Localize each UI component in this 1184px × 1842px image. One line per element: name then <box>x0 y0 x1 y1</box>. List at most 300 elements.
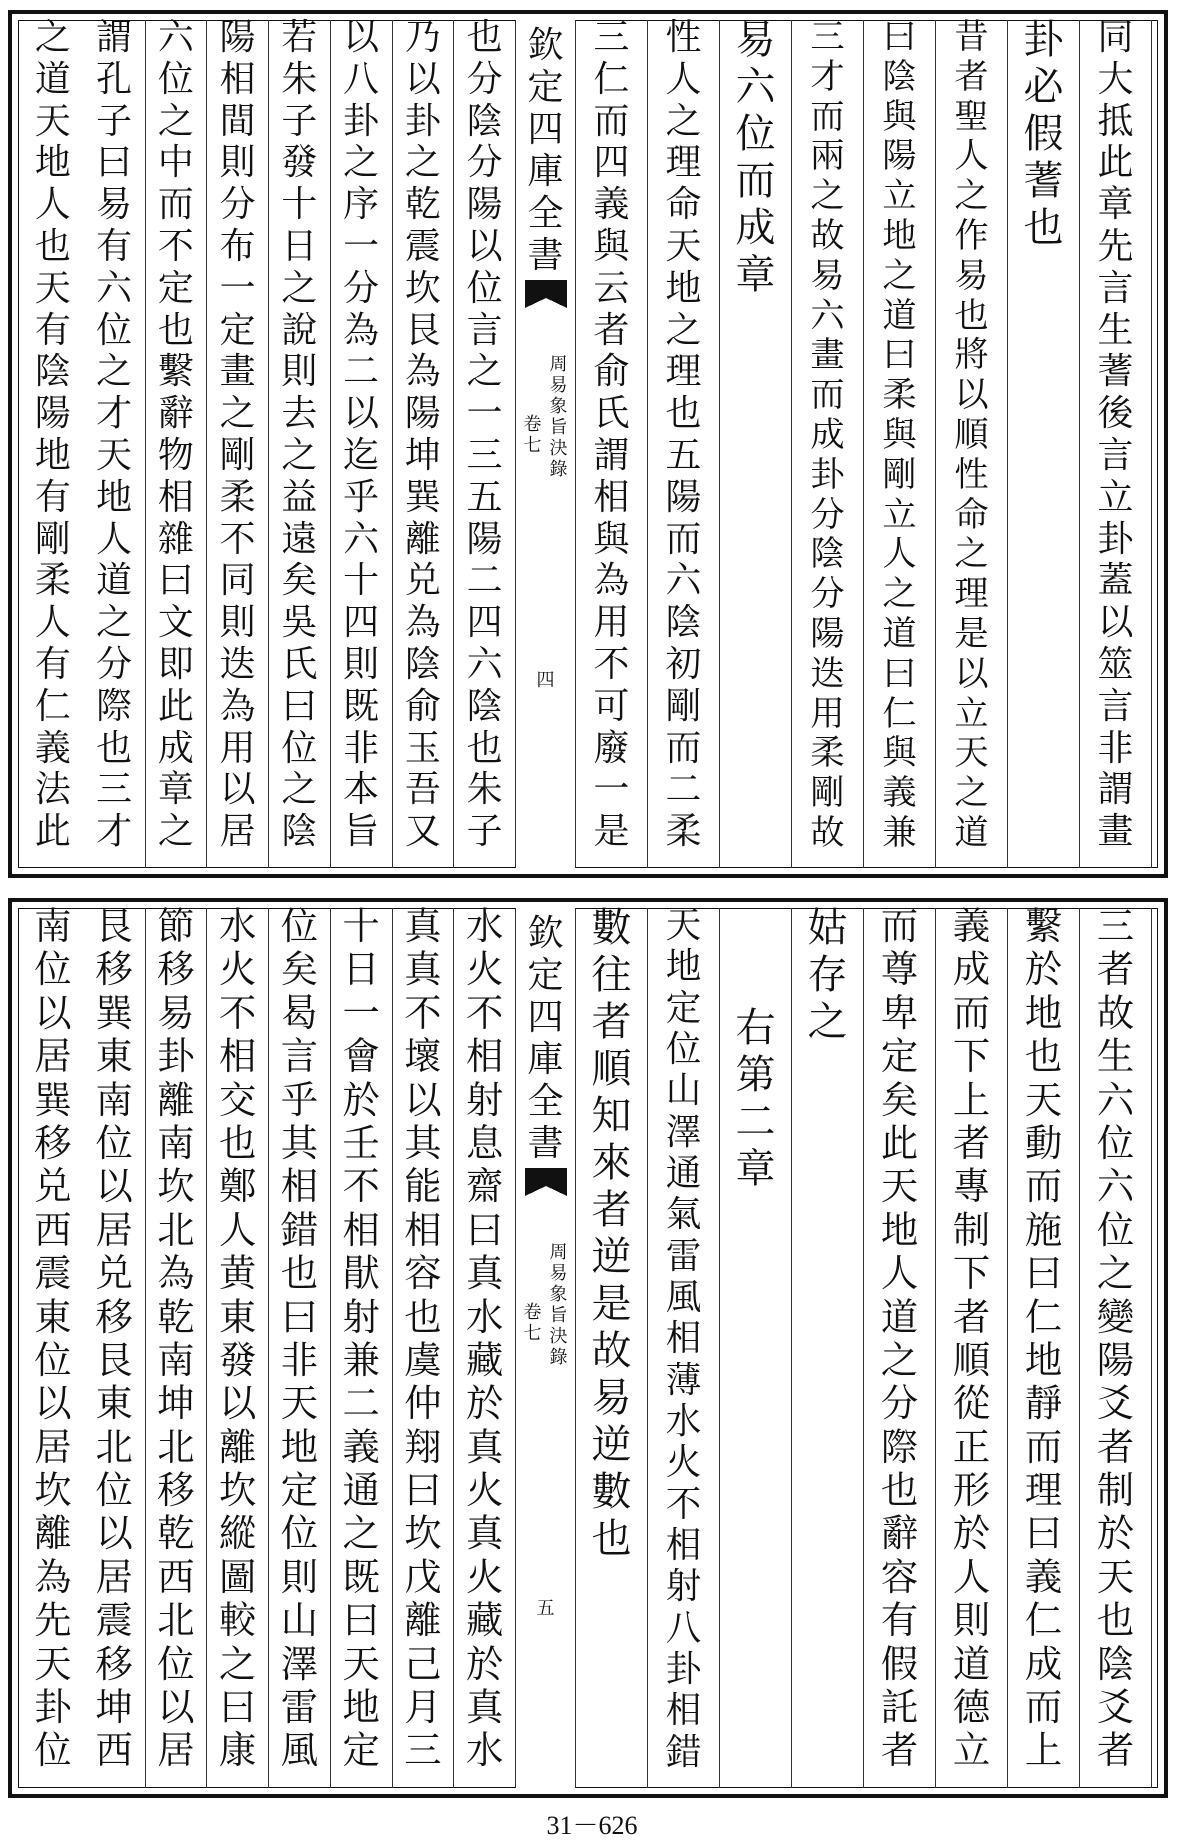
glyph: 壞 <box>404 1034 442 1079</box>
glyph: 相 <box>665 1524 702 1566</box>
glyph: 天 <box>954 733 989 774</box>
glyph: 柔 <box>665 811 702 853</box>
glyph: 也 <box>954 295 989 336</box>
glyph: 命 <box>665 184 702 226</box>
column-text <box>461 904 509 1776</box>
glyph: 卷 <box>523 1302 542 1323</box>
banner-title-block <box>522 350 570 480</box>
glyph: 天 <box>880 1164 919 1209</box>
glyph: 故 <box>810 215 845 256</box>
glyph: 天 <box>665 225 702 267</box>
glyph: 天 <box>342 1641 380 1686</box>
glyph: 水 <box>465 1728 504 1773</box>
glyph: 震 <box>95 1598 133 1643</box>
glyph: 三 <box>96 769 133 811</box>
glyph: 康 <box>218 1728 257 1773</box>
glyph: 同 <box>219 560 256 602</box>
glyph: 天 <box>34 267 71 309</box>
glyph: 之 <box>218 1641 257 1686</box>
text-column <box>1080 904 1152 1788</box>
glyph: 言 <box>280 1034 319 1079</box>
glyph: 較 <box>218 1598 257 1643</box>
glyph: 虞 <box>404 1337 442 1382</box>
glyph: 之 <box>96 602 133 644</box>
glyph: 分 <box>466 58 503 100</box>
glyph: 則 <box>952 1598 991 1643</box>
glyph: 坎 <box>34 1468 72 1513</box>
glyph: 猒 <box>342 1251 380 1296</box>
glyph: 曰 <box>465 1207 504 1252</box>
glyph: 曰 <box>280 1294 319 1339</box>
text-column <box>269 904 331 1788</box>
glyph: 真 <box>465 1424 504 1469</box>
glyph: 移 <box>95 1294 133 1339</box>
glyph: 旨 <box>549 417 568 438</box>
text-column <box>1008 904 1080 1788</box>
glyph: 也 <box>96 727 133 769</box>
glyph: 云 <box>593 267 630 309</box>
glyph: 立 <box>1097 476 1134 518</box>
glyph: 火 <box>465 947 504 992</box>
glyph: 之 <box>34 17 71 58</box>
glyph: 來 <box>591 1140 632 1186</box>
glyph: 此 <box>34 811 71 853</box>
glyph: 之 <box>665 309 702 351</box>
glyph: 東 <box>34 1294 72 1339</box>
glyph: 即 <box>157 643 194 685</box>
glyph: 齋 <box>465 1164 504 1209</box>
glyph: 天 <box>665 905 702 946</box>
glyph: 坤 <box>95 1685 133 1730</box>
text-column <box>84 17 146 868</box>
glyph: 地 <box>880 1207 919 1252</box>
glyph: 專 <box>952 1164 991 1209</box>
glyph: 象 <box>549 396 568 417</box>
glyph: 水 <box>218 904 257 948</box>
glyph: 也 <box>1023 205 1064 251</box>
text-column <box>207 904 269 1788</box>
column-text <box>399 17 447 856</box>
upper-page-frame <box>8 10 1168 878</box>
glyph: 大 <box>1097 58 1134 100</box>
column-text <box>1092 17 1140 856</box>
glyph: 陽 <box>466 518 503 560</box>
glyph: 居 <box>34 1424 72 1469</box>
glyph: 卦 <box>34 1685 72 1730</box>
glyph: 天 <box>34 1641 72 1686</box>
glyph: 辭 <box>157 393 194 435</box>
glyph: 而 <box>593 100 630 142</box>
column-text <box>1020 17 1068 255</box>
column-text <box>948 17 996 856</box>
glyph: 物 <box>157 434 194 476</box>
glyph: 鄭 <box>218 1164 257 1209</box>
glyph: 非 <box>1097 727 1134 769</box>
glyph: 一 <box>219 267 256 309</box>
glyph: 四 <box>343 602 380 644</box>
glyph: 際 <box>96 685 133 727</box>
column-text <box>588 905 636 1566</box>
column-text <box>948 904 996 1776</box>
glyph: 剛 <box>665 685 702 727</box>
glyph: 數 <box>591 905 632 951</box>
glyph: 旨 <box>343 811 380 853</box>
glyph: 東 <box>218 1294 257 1339</box>
glyph: 變 <box>1096 1294 1135 1339</box>
column-text <box>732 1005 780 1196</box>
glyph: 者 <box>1096 1424 1135 1469</box>
glyph: 錄 <box>549 459 568 480</box>
text-column <box>792 905 864 1788</box>
glyph: 六 <box>96 267 133 309</box>
glyph: 相 <box>219 58 256 100</box>
glyph: 容 <box>404 1251 442 1296</box>
glyph: 之 <box>1096 1251 1135 1296</box>
glyph: 乾 <box>157 1511 195 1556</box>
glyph: 蓋 <box>1097 560 1134 602</box>
glyph: 相 <box>593 476 630 518</box>
glyph: 己 <box>404 1641 442 1686</box>
glyph: 兑 <box>34 1164 72 1209</box>
glyph: 辭 <box>880 1511 919 1556</box>
glyph: 陽 <box>1096 1337 1135 1382</box>
glyph: 移 <box>95 1641 133 1686</box>
glyph: 天 <box>34 100 71 142</box>
glyph: 位 <box>281 727 318 769</box>
glyph: 以 <box>466 225 503 267</box>
glyph: 陽 <box>810 613 845 654</box>
glyph: 曰 <box>1024 1511 1063 1556</box>
glyph: 德 <box>952 1685 991 1730</box>
glyph: 之 <box>343 142 380 184</box>
column-text <box>275 904 323 1776</box>
glyph: 將 <box>954 335 989 376</box>
glyph: 四 <box>466 602 503 644</box>
glyph: 兑 <box>95 1251 133 1296</box>
glyph: 曰 <box>218 1685 257 1730</box>
glyph: 昔 <box>954 17 989 57</box>
glyph: 同 <box>1097 17 1134 58</box>
glyph: 射 <box>342 1294 380 1339</box>
glyph: 地 <box>34 434 71 476</box>
column-text <box>152 17 200 856</box>
glyph: 六 <box>810 295 845 336</box>
glyph: 地 <box>1024 1337 1063 1382</box>
glyph: 俞 <box>593 351 630 393</box>
glyph: 間 <box>219 100 256 142</box>
glyph: 朱 <box>281 58 318 100</box>
glyph: 相 <box>404 1207 442 1252</box>
glyph: 以 <box>1097 602 1134 644</box>
glyph: 而 <box>665 727 702 769</box>
glyph: 能 <box>404 1164 442 1209</box>
glyph: 艮 <box>95 904 133 948</box>
glyph: 託 <box>880 1685 919 1730</box>
glyph: 聖 <box>954 96 989 137</box>
glyph: 卦 <box>810 454 845 495</box>
text-column <box>454 904 516 1788</box>
glyph: 庫 <box>527 151 564 192</box>
glyph: 交 <box>218 1077 257 1122</box>
glyph: 剛 <box>882 454 917 495</box>
glyph: 者 <box>954 56 989 97</box>
glyph: 雷 <box>280 1685 319 1730</box>
banner-title-block <box>522 1238 570 1368</box>
glyph: 五 <box>466 476 503 518</box>
glyph: 藏 <box>465 1337 504 1382</box>
glyph: 立 <box>952 1728 991 1773</box>
glyph: 艮 <box>95 1337 133 1382</box>
text-column <box>648 905 720 1788</box>
glyph: 之 <box>954 773 989 814</box>
glyph: 於 <box>952 1511 991 1556</box>
glyph: 也 <box>466 17 503 58</box>
glyph: 仁 <box>593 58 630 100</box>
glyph: 二 <box>342 1381 380 1426</box>
column-text <box>152 904 200 1776</box>
glyph: 說 <box>281 309 318 351</box>
glyph: 則 <box>343 643 380 685</box>
glyph: 逆 <box>591 1234 632 1280</box>
glyph: 章 <box>735 252 776 298</box>
glyph: 人 <box>882 534 917 575</box>
glyph: 巽 <box>34 1077 72 1122</box>
lower-page-frame <box>8 898 1168 1798</box>
glyph: 而 <box>665 518 702 560</box>
glyph: 理 <box>1024 1468 1063 1513</box>
glyph: 有 <box>34 476 71 518</box>
glyph: 畫 <box>810 335 845 376</box>
glyph: 離 <box>218 1424 257 1469</box>
glyph: 廢 <box>593 727 630 769</box>
glyph: 為 <box>404 351 441 393</box>
glyph: 柔 <box>810 733 845 774</box>
glyph: 之 <box>880 1337 919 1382</box>
glyph: 也 <box>280 1251 319 1296</box>
glyph: 用 <box>219 727 256 769</box>
glyph: 有 <box>96 225 133 267</box>
glyph: 又 <box>404 811 441 853</box>
glyph: 才 <box>96 393 133 435</box>
glyph: 定 <box>219 309 256 351</box>
glyph: 吾 <box>404 769 441 811</box>
glyph: 全 <box>527 193 564 234</box>
glyph: 者 <box>1096 947 1135 992</box>
glyph: 之 <box>281 267 318 309</box>
glyph: 也 <box>404 1294 442 1339</box>
text-column <box>393 17 455 868</box>
glyph: 曷 <box>280 990 319 1035</box>
glyph: 上 <box>952 1077 991 1122</box>
glyph: 用 <box>810 693 845 734</box>
glyph: 動 <box>1024 1120 1063 1165</box>
glyph: 道 <box>34 58 71 100</box>
glyph: 六 <box>1096 1077 1135 1122</box>
glyph: 章 <box>735 1146 776 1192</box>
glyph: 非 <box>280 1337 319 1382</box>
glyph: 四 <box>593 142 630 184</box>
glyph: 山 <box>280 1598 319 1643</box>
glyph: 也 <box>1024 1034 1063 1079</box>
glyph: 於 <box>342 1077 380 1122</box>
glyph: 以 <box>404 1077 442 1122</box>
glyph: 移 <box>157 947 195 992</box>
glyph: 會 <box>342 1034 380 1079</box>
glyph: 成 <box>157 727 194 769</box>
glyph: 也 <box>1096 1598 1135 1643</box>
glyph: 六 <box>1096 1164 1135 1209</box>
column-text <box>660 905 708 1776</box>
glyph: 翔 <box>404 1424 442 1469</box>
text-column <box>648 17 720 868</box>
banner-header <box>522 913 570 1168</box>
glyph: 易 <box>549 375 568 396</box>
banner-volume <box>522 410 544 476</box>
glyph: 水 <box>465 904 504 948</box>
glyph: 命 <box>954 494 989 535</box>
glyph: 爻 <box>1096 1381 1135 1426</box>
glyph: 移 <box>34 1120 72 1165</box>
text-column <box>1008 17 1080 868</box>
glyph: 人 <box>954 136 989 177</box>
glyph: 分 <box>880 1381 919 1426</box>
glyph: 西 <box>157 1554 195 1599</box>
glyph: 天 <box>280 1381 319 1426</box>
glyph: 人 <box>952 1554 991 1599</box>
glyph: 立 <box>954 693 989 734</box>
column-text <box>1020 904 1068 1776</box>
glyph: 位 <box>665 1028 702 1070</box>
glyph: 真 <box>404 904 442 948</box>
glyph: 陽 <box>404 393 441 435</box>
glyph: 吳 <box>281 602 318 644</box>
glyph: 也 <box>34 225 71 267</box>
glyph: 分 <box>466 142 503 184</box>
glyph: 定 <box>880 1034 919 1079</box>
glyph: 下 <box>952 1034 991 1079</box>
glyph: 道 <box>882 295 917 336</box>
glyph: 畫 <box>1097 811 1134 853</box>
glyph: 以 <box>343 393 380 435</box>
glyph: 兼 <box>342 1337 380 1382</box>
glyph: 位 <box>95 1468 133 1513</box>
glyph: 者 <box>591 1187 632 1233</box>
glyph: 六 <box>343 518 380 560</box>
glyph: 以 <box>954 375 989 416</box>
column-text <box>660 17 708 856</box>
glyph: 位 <box>466 267 503 309</box>
glyph: 性 <box>665 17 702 58</box>
glyph: 義 <box>593 184 630 226</box>
glyph: 真 <box>404 947 442 992</box>
glyph: 既 <box>343 685 380 727</box>
glyph: 日 <box>281 225 318 267</box>
glyph: 以 <box>95 1164 133 1209</box>
glyph: 迭 <box>810 653 845 694</box>
column-text <box>876 904 924 1776</box>
glyph: 謂 <box>593 434 630 476</box>
glyph: 去 <box>281 393 318 435</box>
glyph: 坎 <box>404 267 441 309</box>
glyph: 陽 <box>882 136 917 177</box>
column-text <box>29 904 77 1776</box>
glyph: 節 <box>157 904 195 948</box>
glyph: 移 <box>95 947 133 992</box>
glyph: 者 <box>1096 1728 1135 1773</box>
text-column <box>720 17 792 868</box>
glyph: 理 <box>665 351 702 393</box>
glyph: 法 <box>34 769 71 811</box>
glyph: 天 <box>1024 1077 1063 1122</box>
glyph: 乾 <box>157 1294 195 1339</box>
glyph: 之 <box>157 100 194 142</box>
glyph: 柔 <box>882 375 917 416</box>
text-column <box>864 904 936 1788</box>
glyph: 四 <box>536 670 555 691</box>
glyph: 右 <box>735 1005 776 1051</box>
glyph: 天 <box>96 434 133 476</box>
glyph: 坤 <box>404 434 441 476</box>
glyph: 二 <box>735 1099 776 1145</box>
glyph: 理 <box>954 574 989 615</box>
glyph: 故 <box>591 1328 632 1374</box>
glyph: 以 <box>34 990 72 1035</box>
glyph: 制 <box>1096 1468 1135 1513</box>
glyph: 之 <box>157 811 194 853</box>
glyph: 全 <box>527 1081 564 1122</box>
glyph: 地 <box>96 476 133 518</box>
column-text <box>876 17 924 856</box>
fish-tail-mark <box>516 280 576 310</box>
glyph: 柔 <box>219 476 256 518</box>
glyph: 尊 <box>880 947 919 992</box>
column-text <box>588 17 636 856</box>
glyph: 義 <box>34 727 71 769</box>
glyph: 移 <box>157 1468 195 1513</box>
page-number: 31－626 <box>546 1811 638 1840</box>
glyph: 位 <box>34 1728 72 1773</box>
glyph: 坎 <box>218 1468 257 1513</box>
glyph: 地 <box>882 215 917 256</box>
glyph: 一 <box>593 769 630 811</box>
glyph: 八 <box>665 1607 702 1649</box>
glyph: 陰 <box>1096 1641 1135 1686</box>
glyph: 定 <box>665 987 702 1029</box>
glyph: 真 <box>465 1685 504 1730</box>
glyph: 蓍 <box>1023 158 1064 204</box>
glyph: 火 <box>218 947 257 992</box>
glyph: 一 <box>342 990 380 1035</box>
glyph: 定 <box>157 267 194 309</box>
glyph: 六 <box>157 17 194 58</box>
glyph: 水 <box>665 1400 702 1442</box>
glyph: 乾 <box>404 184 441 226</box>
glyph: 十 <box>342 904 380 948</box>
text-column <box>454 17 516 868</box>
glyph: 分 <box>810 574 845 615</box>
glyph: 發 <box>218 1337 257 1382</box>
banner-leaf-number <box>535 1594 557 1619</box>
glyph: 矣 <box>281 560 318 602</box>
glyph: 言 <box>1097 434 1134 476</box>
glyph: 施 <box>1024 1207 1063 1252</box>
glyph: 蓍 <box>1097 351 1134 393</box>
glyph: 義 <box>952 904 991 948</box>
glyph: 此 <box>880 1120 919 1165</box>
center-banner <box>516 20 576 868</box>
glyph: 仁 <box>882 693 917 734</box>
glyph: 則 <box>219 142 256 184</box>
